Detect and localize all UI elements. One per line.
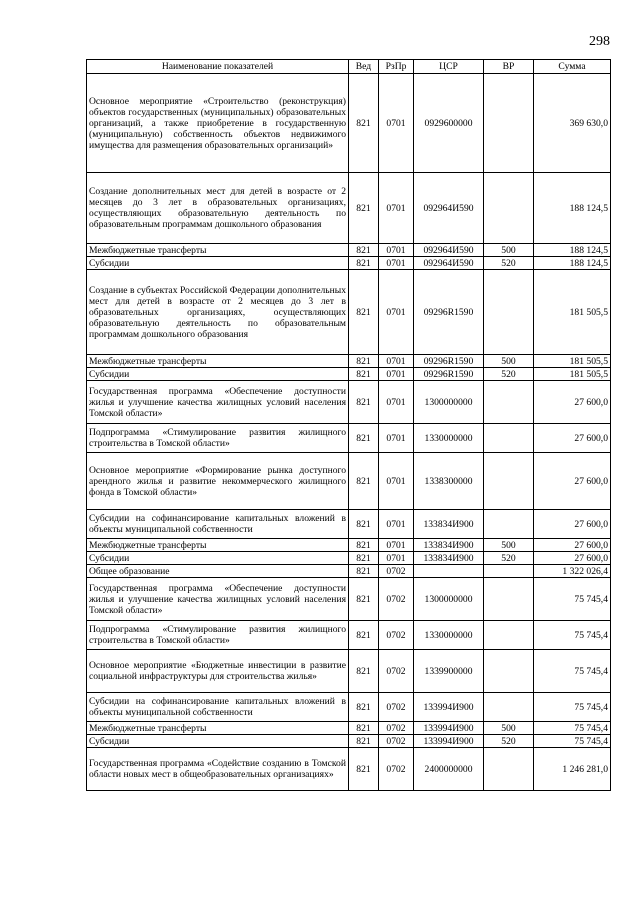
- row-vr: 500: [484, 244, 534, 257]
- row-rzpr: 0701: [379, 257, 414, 270]
- header-csr: ЦСР: [414, 60, 484, 74]
- header-rzpr: РзПр: [379, 60, 414, 74]
- row-name: Создание дополнительных мест для детей в возрасте от 2 месяцев до 3 лет в образовательных организациях, осуществляющих образовательную деятельность по образовательным программам дошкольного образования: [87, 173, 349, 244]
- row-vr: [484, 748, 534, 791]
- row-sum: 1 322 026,4: [534, 565, 611, 578]
- row-vr: [484, 621, 534, 650]
- row-rzpr: 0702: [379, 650, 414, 693]
- row-sum: 369 630,0: [534, 74, 611, 173]
- row-csr: 09296R1590: [414, 270, 484, 355]
- row-ved: 821: [349, 257, 379, 270]
- row-csr: 1300000000: [414, 381, 484, 424]
- row-name: Межбюджетные трансферты: [87, 539, 349, 552]
- row-name: Субсидии: [87, 735, 349, 748]
- row-name: Подпрограмма «Стимулирование развития жилищного строительства в Томской области»: [87, 621, 349, 650]
- row-rzpr: 0702: [379, 621, 414, 650]
- row-vr: [484, 74, 534, 173]
- row-rzpr: 0701: [379, 368, 414, 381]
- row-csr: 1338300000: [414, 453, 484, 510]
- row-rzpr: 0702: [379, 578, 414, 621]
- row-name: Государственная программа «Обеспечение доступности жилья и улучшение качества жилищных условий населения Томской области»: [87, 381, 349, 424]
- row-name: Создание в субъектах Российской Федерации дополнительных мест для детей в возрасте от 2 месяцев до 3 лет в образовательных организациях, осуществляющих образовательную деятельность по образовательным программам дошкольного образования: [87, 270, 349, 355]
- table-row: [87, 368, 611, 381]
- row-sum: 188 124,5: [534, 257, 611, 270]
- row-csr: 092964И590: [414, 257, 484, 270]
- row-vr: [484, 565, 534, 578]
- row-ved: 821: [349, 173, 379, 244]
- row-ved: 821: [349, 621, 379, 650]
- row-rzpr: 0702: [379, 735, 414, 748]
- row-vr: 500: [484, 539, 534, 552]
- row-vr: [484, 424, 534, 453]
- header-name: Наименование показателей: [87, 60, 349, 74]
- row-rzpr: 0702: [379, 722, 414, 735]
- row-name: Субсидии: [87, 368, 349, 381]
- row-csr: 133834И900: [414, 539, 484, 552]
- table-row: [87, 173, 611, 244]
- row-rzpr: 0702: [379, 693, 414, 722]
- row-sum: 75 745,4: [534, 735, 611, 748]
- row-sum: 181 505,5: [534, 355, 611, 368]
- table-row: [87, 621, 611, 650]
- row-ved: 821: [349, 650, 379, 693]
- row-rzpr: 0701: [379, 270, 414, 355]
- row-vr: 500: [484, 355, 534, 368]
- row-rzpr: 0701: [379, 552, 414, 565]
- row-name: Подпрограмма «Стимулирование развития жилищного строительства в Томской области»: [87, 424, 349, 453]
- header-ved: Вед: [349, 60, 379, 74]
- table-row: [87, 748, 611, 791]
- row-csr: [414, 565, 484, 578]
- row-name: Субсидии на софинансирование капитальных вложений в объекты муниципальной собственности: [87, 693, 349, 722]
- row-ved: 821: [349, 368, 379, 381]
- row-vr: 520: [484, 552, 534, 565]
- row-ved: 821: [349, 539, 379, 552]
- row-sum: 188 124,5: [534, 244, 611, 257]
- row-name: Межбюджетные трансферты: [87, 355, 349, 368]
- row-ved: 821: [349, 722, 379, 735]
- row-ved: 821: [349, 748, 379, 791]
- row-ved: 821: [349, 453, 379, 510]
- row-sum: 27 600,0: [534, 453, 611, 510]
- row-rzpr: 0702: [379, 565, 414, 578]
- table-row: [87, 735, 611, 748]
- row-name: Субсидии: [87, 257, 349, 270]
- row-vr: [484, 453, 534, 510]
- table-row: [87, 74, 611, 173]
- row-ved: 821: [349, 735, 379, 748]
- row-sum: 181 505,5: [534, 270, 611, 355]
- row-name: Государственная программа «Обеспечение доступности жилья и улучшение качества жилищных условий населения Томской области»: [87, 578, 349, 621]
- row-vr: [484, 381, 534, 424]
- row-rzpr: 0701: [379, 74, 414, 173]
- row-name: Общее образование: [87, 565, 349, 578]
- row-csr: 092964И590: [414, 173, 484, 244]
- table-row: [87, 650, 611, 693]
- row-rzpr: 0701: [379, 539, 414, 552]
- row-sum: 27 600,0: [534, 552, 611, 565]
- table-header-row: [87, 60, 611, 74]
- row-vr: 500: [484, 722, 534, 735]
- row-csr: 133994И900: [414, 722, 484, 735]
- row-name: Субсидии: [87, 552, 349, 565]
- row-csr: 1339900000: [414, 650, 484, 693]
- row-name: Межбюджетные трансферты: [87, 244, 349, 257]
- page-number: 298: [589, 34, 610, 49]
- row-sum: 27 600,0: [534, 381, 611, 424]
- row-csr: 133994И900: [414, 735, 484, 748]
- table-row: [87, 693, 611, 722]
- row-vr: [484, 173, 534, 244]
- row-ved: 821: [349, 74, 379, 173]
- row-name: Основное мероприятие «Формирование рынка доступного арендного жилья и развитие некоммерческого жилищного фонда в Томской области»: [87, 453, 349, 510]
- row-sum: 75 745,4: [534, 693, 611, 722]
- row-ved: 821: [349, 552, 379, 565]
- row-name: Основное мероприятие «Бюджетные инвестиции в развитие социальной инфраструктуры для строительства жилья»: [87, 650, 349, 693]
- row-ved: 821: [349, 424, 379, 453]
- table-row: [87, 381, 611, 424]
- row-ved: 821: [349, 693, 379, 722]
- table-row: [87, 578, 611, 621]
- row-rzpr: 0701: [379, 424, 414, 453]
- table-row: [87, 270, 611, 355]
- row-ved: 821: [349, 270, 379, 355]
- row-csr: 133994И900: [414, 693, 484, 722]
- row-ved: 821: [349, 355, 379, 368]
- budget-table: [86, 59, 611, 791]
- row-rzpr: 0701: [379, 510, 414, 539]
- row-sum: 75 745,4: [534, 722, 611, 735]
- row-name: Основное мероприятие «Строительство (реконструкция) объектов государственных (муниципальных) образовательных организаций, а также приобретение в государственную (муниципальную) собственность объектов недвижимого имущества для размещения образовательных организаций»: [87, 74, 349, 173]
- row-sum: 188 124,5: [534, 173, 611, 244]
- row-sum: 27 600,0: [534, 539, 611, 552]
- row-csr: 09296R1590: [414, 355, 484, 368]
- row-rzpr: 0702: [379, 748, 414, 791]
- row-csr: 09296R1590: [414, 368, 484, 381]
- row-sum: 1 246 281,0: [534, 748, 611, 791]
- row-sum: 27 600,0: [534, 424, 611, 453]
- row-vr: 520: [484, 735, 534, 748]
- row-ved: 821: [349, 578, 379, 621]
- header-vr: ВР: [484, 60, 534, 74]
- row-rzpr: 0701: [379, 173, 414, 244]
- table-row: [87, 552, 611, 565]
- row-name: Межбюджетные трансферты: [87, 722, 349, 735]
- row-vr: [484, 693, 534, 722]
- row-sum: 75 745,4: [534, 578, 611, 621]
- row-csr: 133834И900: [414, 510, 484, 539]
- row-vr: 520: [484, 257, 534, 270]
- row-csr: 0929600000: [414, 74, 484, 173]
- row-name: Государственная программа «Содействие созданию в Томской области новых мест в общеобразовательных организациях»: [87, 748, 349, 791]
- row-csr: 092964И590: [414, 244, 484, 257]
- table-row: [87, 510, 611, 539]
- row-csr: 1330000000: [414, 621, 484, 650]
- row-ved: 821: [349, 565, 379, 578]
- row-vr: [484, 578, 534, 621]
- row-rzpr: 0701: [379, 453, 414, 510]
- row-rzpr: 0701: [379, 244, 414, 257]
- table-row: [87, 257, 611, 270]
- row-ved: 821: [349, 510, 379, 539]
- row-csr: 1300000000: [414, 578, 484, 621]
- row-sum: 181 505,5: [534, 368, 611, 381]
- table-row: [87, 355, 611, 368]
- table-row: [87, 722, 611, 735]
- table-row: [87, 565, 611, 578]
- row-rzpr: 0701: [379, 355, 414, 368]
- row-vr: 520: [484, 368, 534, 381]
- header-sum: Сумма: [534, 60, 611, 74]
- row-sum: 75 745,4: [534, 621, 611, 650]
- row-sum: 75 745,4: [534, 650, 611, 693]
- table-row: [87, 453, 611, 510]
- row-ved: 821: [349, 381, 379, 424]
- row-csr: 2400000000: [414, 748, 484, 791]
- row-ved: 821: [349, 244, 379, 257]
- table-row: [87, 539, 611, 552]
- row-rzpr: 0701: [379, 381, 414, 424]
- row-sum: 27 600,0: [534, 510, 611, 539]
- table-row: [87, 244, 611, 257]
- row-vr: [484, 510, 534, 539]
- row-vr: [484, 650, 534, 693]
- row-csr: 1330000000: [414, 424, 484, 453]
- table-row: [87, 424, 611, 453]
- row-csr: 133834И900: [414, 552, 484, 565]
- row-name: Субсидии на софинансирование капитальных вложений в объекты муниципальной собственности: [87, 510, 349, 539]
- row-vr: [484, 270, 534, 355]
